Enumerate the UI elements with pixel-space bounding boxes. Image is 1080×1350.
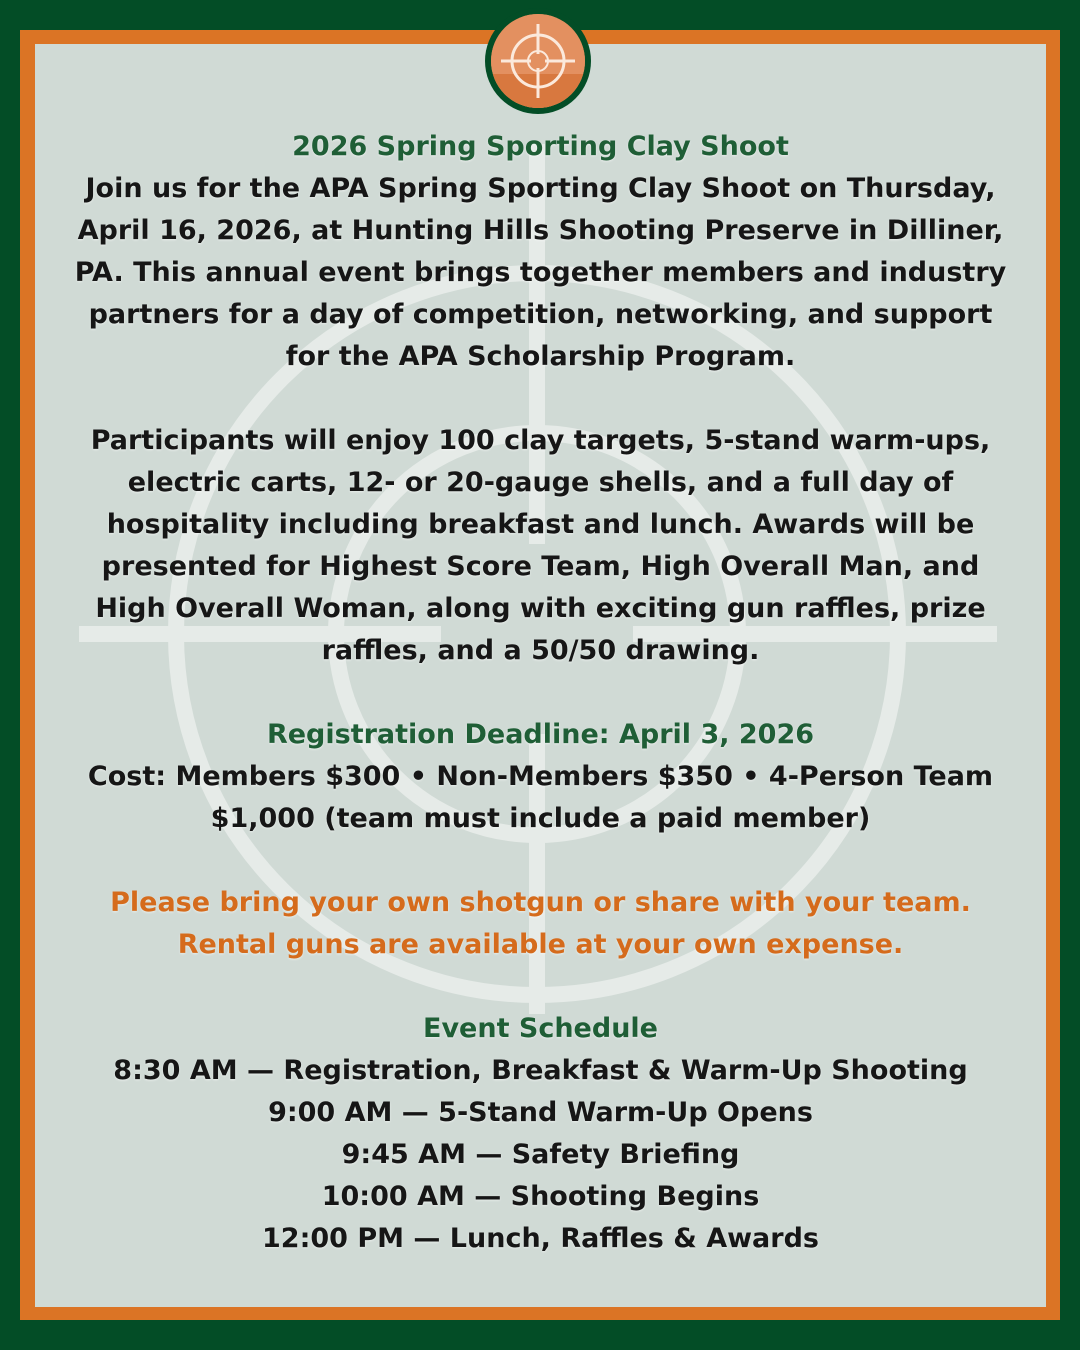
schedule-item: 9:45 AM — Safety Briefing (341, 1139, 740, 1170)
registration-cost: Cost: Members $300 • Non-Members $350 • 4-Person Team $1,000 (team must include a paid member) (87, 761, 994, 834)
schedule-item: 10:00 AM — Shooting Begins (321, 1181, 760, 1212)
schedule-item: 8:30 AM — Registration, Breakfast & Warm-Up Shooting (113, 1055, 968, 1086)
shotgun-notice: Please bring your own shotgun or share with your team. Rental guns are available at your own expense. (110, 887, 971, 960)
event-title: 2026 Spring Sporting Clay Shoot (292, 131, 789, 162)
registration-deadline: Registration Deadline: April 3, 2026 (266, 719, 815, 750)
schedule-heading: Event Schedule (423, 1013, 658, 1044)
crosshair-target-icon (491, 14, 585, 108)
schedule-item: 9:00 AM — 5-Stand Warm-Up Opens (268, 1097, 813, 1128)
schedule-item: 12:00 PM — Lunch, Raffles & Awards (262, 1223, 819, 1254)
event-intro: Join us for the APA Spring Sporting Clay Shoot on Thursday, April 16, 2026, at Hunting Hills Shooting Preserve in Dilliner, PA. This annual event brings together members and industry partners for a day of competition, networking, and support for the APA Scholarship Program. (74, 173, 1007, 372)
event-details: Participants will enjoy 100 clay targets, 5-stand warm-ups, electric carts, 12- or 20-gauge shells, and a full day of hospitality including breakfast and lunch. Awards will be presented for Highest Score Team, High Overall Man, and High Overall Woman, along with exciting gun raffles, prize raffles, and a 50/50 drawing. (90, 425, 991, 666)
target-badge (485, 8, 591, 114)
flyer-content (35, 126, 1046, 1260)
schedule-list (35, 1050, 1046, 1260)
